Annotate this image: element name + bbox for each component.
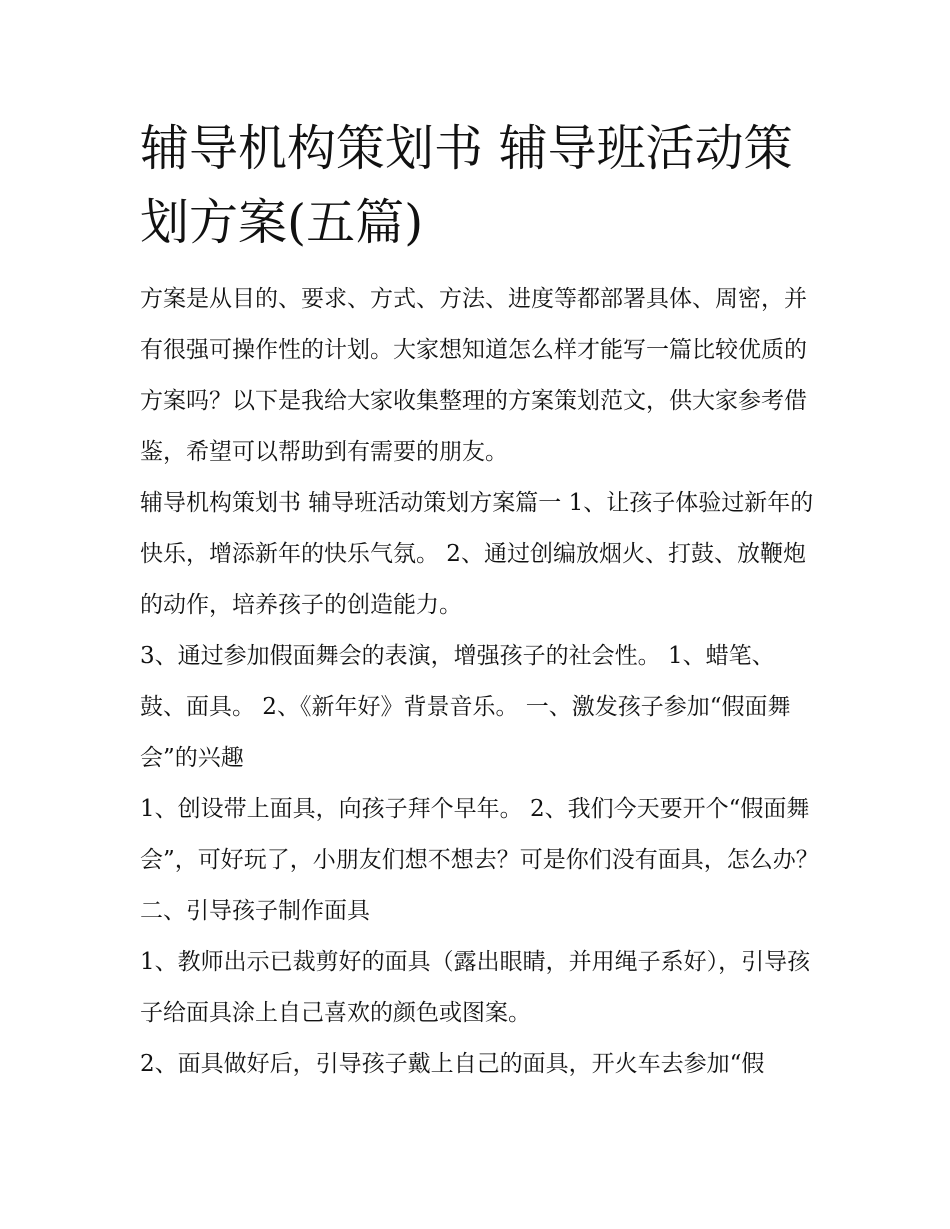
paragraph-preparation: 3、通过参加假面舞会的表演，增强孩子的社会性。 1、蜡笔、鼓、面具。 2、《新年好》背景音乐。 一、激发孩子参加“假面舞会”的兴趣 bbox=[140, 643, 791, 771]
paragraph-intro: 方案是从目的、要求、方式、方法、进度等都部署具体、周密，并有很强可操作性的计划。大家想知道怎么样才能写一篇比较优质的方案吗？以下是我给大家收集整理的方案策划范文，供大家参考借鉴，希望可以帮助到有需要的朋友。 bbox=[140, 286, 807, 465]
paragraph-goals: 辅导机构策划书 辅导班活动策划方案篇一 1、让孩子体验过新年的快乐，增添新年的快乐气氛。 2、通过创编放烟火、打鼓、放鞭炮的动作，培养孩子的创造能力。 bbox=[140, 490, 814, 618]
paragraph-step-two: 1、教师出示已裁剪好的面具（露出眼睛，并用绳子系好），引导孩子给面具涂上自己喜欢的颜色或图案。 bbox=[140, 949, 811, 1026]
document-title: 辅导机构策划书 辅导班活动策划方案(五篇) bbox=[140, 120, 793, 251]
paragraph-step-three: 2、面具做好后，引导孩子戴上自己的面具，开火车去参加“假 bbox=[140, 1051, 765, 1077]
paragraph-step-one: 1、创设带上面具，向孩子拜个早年。 2、我们今天要开个“假面舞会”，可好玩了，小朋友们想不想去？可是你们没有面具，怎么办？ 二、引导孩子制作面具 bbox=[140, 796, 819, 924]
document-page bbox=[140, 112, 820, 1090]
